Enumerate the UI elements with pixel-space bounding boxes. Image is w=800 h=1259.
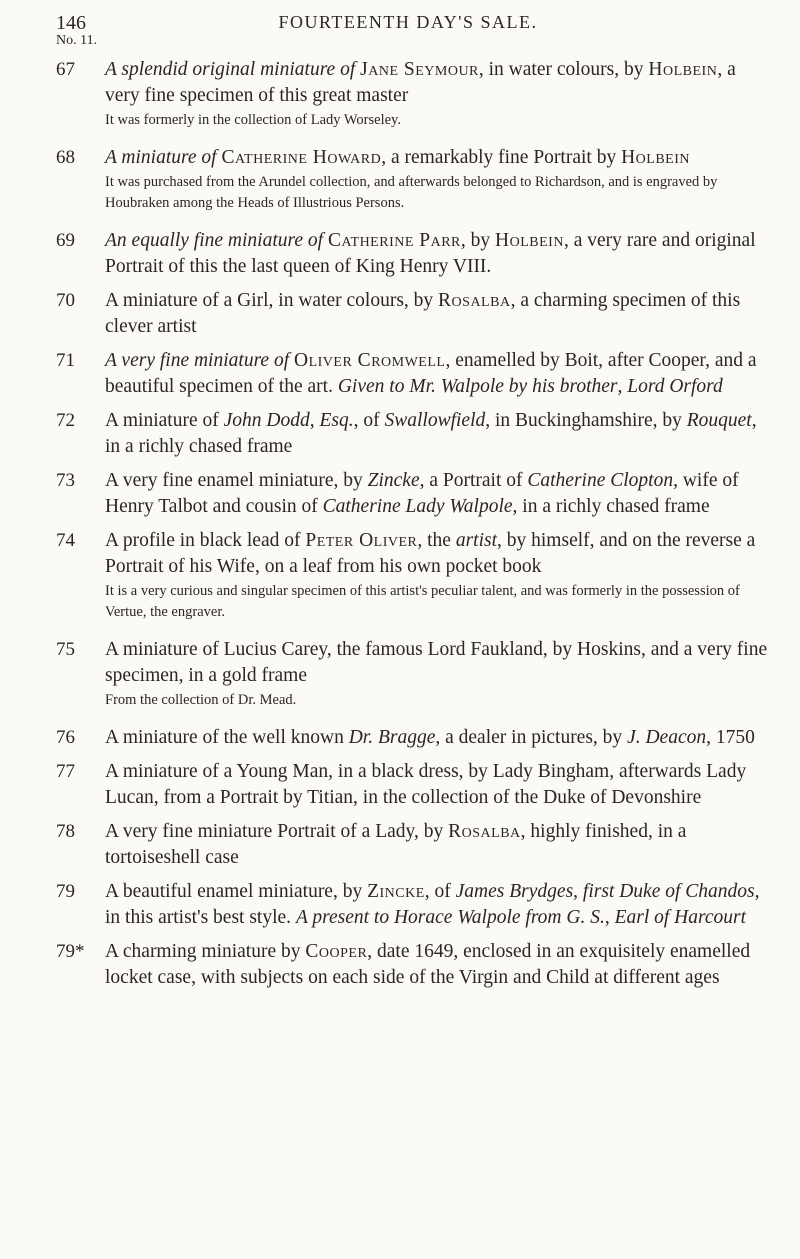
- italic-text: Dr. Bragge: [348, 727, 436, 748]
- text-run: , highly finished, in a tortoiseshell case: [105, 821, 687, 868]
- text-run: A miniature of a Young Man, in a black dress, by Lady Bingham, afterwards Lady Lucan, from a Portrait by Titian, in the collection of the Duke of Devonshire: [105, 761, 747, 808]
- text-run: , date 1649, enclosed in an exquisitely enamelled locket case, with subjects on each side of the Virgin and Child at different ages: [105, 941, 751, 988]
- italic-text: A very fine miniature of: [105, 350, 295, 371]
- small-caps-name: Peter Oliver: [305, 530, 418, 551]
- lot-number: 77: [56, 761, 75, 782]
- italic-text: A miniature of: [105, 147, 222, 168]
- italic-text: A present to Horace Walpole from G. S.: [295, 907, 605, 928]
- lot-description: [105, 288, 772, 340]
- lot-entry: [56, 57, 772, 131]
- lot-number: 76: [56, 727, 75, 748]
- text-run: A charming miniature by: [105, 941, 306, 962]
- lot-description: [105, 228, 772, 280]
- text-run: A beautiful enamel miniature, by: [105, 881, 368, 902]
- lot-description: [105, 408, 772, 460]
- lot-note: It was formerly in the collection of Lady Worseley.: [105, 112, 401, 128]
- text-run: ,: [604, 907, 615, 928]
- text-run: , a very rare and original Portrait of this the last queen of King Henry VIII.: [105, 230, 756, 277]
- lot-number: 75: [56, 639, 75, 660]
- lot-number: 69: [56, 230, 75, 251]
- lot-number: 79: [56, 881, 75, 902]
- italic-text: J. Deacon: [627, 727, 707, 748]
- italic-text: Catherine Lady Walpole: [322, 496, 513, 517]
- lot-description: [105, 725, 772, 751]
- text-run: , the: [417, 530, 456, 551]
- text-run: , by: [460, 230, 496, 251]
- italic-text: artist: [455, 530, 498, 551]
- lot-entry: [56, 879, 772, 931]
- lot-description: [105, 348, 772, 400]
- small-caps-name: Rosalba: [438, 290, 511, 311]
- text-run: , by himself, and on the reverse a Portrait of his Wife, on a leaf from his own pocket book: [105, 530, 756, 577]
- lot-number: 68: [56, 147, 75, 168]
- italic-text: Zincke: [367, 470, 420, 491]
- italic-text: Swallowfield: [384, 410, 486, 431]
- text-run: A miniature of Lucius Carey, the famous Lord Faukland, by Hoskins, and a very fine specimen, in a gold frame: [105, 639, 768, 686]
- text-run: A very fine enamel miniature, by: [105, 470, 368, 491]
- text-run: ,: [573, 881, 583, 902]
- lot-description: [105, 939, 772, 991]
- lot-entry: [56, 468, 772, 520]
- lot-number: 72: [56, 410, 75, 431]
- lot-number: 71: [56, 350, 75, 371]
- lot-entry: [56, 145, 772, 214]
- text-run: , of: [353, 410, 385, 431]
- lot-entry: [56, 228, 772, 280]
- lot-number: 78: [56, 821, 75, 842]
- text-run: A profile in black lead of: [105, 530, 306, 551]
- text-run: A miniature of the well known: [105, 727, 349, 748]
- italic-text: Earl of Harcourt: [614, 907, 747, 928]
- small-caps-name: Zincke: [367, 881, 425, 902]
- text-run: , in a richly chased frame: [105, 410, 757, 457]
- text-run: ,: [309, 410, 320, 431]
- lot-entry: [56, 288, 772, 340]
- text-run: , enamelled by Boit, after Cooper, and a beautiful specimen of the art.: [105, 350, 757, 397]
- page-number: 146: [56, 12, 86, 34]
- lot-description: [105, 819, 772, 871]
- small-caps-name: Cooper: [305, 941, 368, 962]
- text-run: , a dealer in pictures, by: [435, 727, 628, 748]
- text-run: A very fine miniature Portrait of a Lady, by: [105, 821, 449, 842]
- text-run: A miniature of a Girl, in water colours, by: [105, 290, 439, 311]
- text-run: , a Portrait of: [419, 470, 528, 491]
- lot-description: [105, 528, 772, 580]
- lot-number: 70: [56, 290, 75, 311]
- lot-description: [105, 57, 772, 109]
- small-caps-name: Holbein: [495, 230, 564, 251]
- italic-text: A splendid original miniature of: [105, 59, 361, 80]
- lot-note: It is a very curious and singular specimen of this artist's peculiar talent, and was formerly in the possession of Vertue, the engraver.: [105, 583, 740, 620]
- running-head: FOURTEENTH DAY'S SALE.: [278, 12, 538, 32]
- small-caps-name: Holbein: [621, 147, 690, 168]
- italic-text: John Dodd: [223, 410, 310, 431]
- lot-entry: [56, 759, 772, 811]
- lot-list: [56, 57, 772, 999]
- lot-entry: [56, 528, 772, 623]
- lot-entry: [56, 819, 772, 871]
- page-header: [56, 6, 760, 36]
- small-caps-name: Holbein: [648, 59, 718, 80]
- text-run: , a charming specimen of this clever artist: [105, 290, 741, 337]
- small-caps-name: Catherine Parr: [327, 230, 461, 251]
- text-run: ,: [617, 376, 628, 397]
- lot-entry: [56, 348, 772, 400]
- lot-number: 79*: [56, 941, 85, 962]
- lot-description: [105, 468, 772, 520]
- small-caps-name: Rosalba: [448, 821, 521, 842]
- lot-entry: [56, 637, 772, 711]
- text-run: , a very fine specimen of this great master: [105, 59, 736, 106]
- text-run: , a remarkably fine Portrait by: [381, 147, 622, 168]
- lot-description: [105, 145, 772, 171]
- lot-number: 67: [56, 59, 75, 80]
- small-caps-name: Catherine Howard: [221, 147, 382, 168]
- text-run: , 1750: [706, 727, 755, 748]
- small-caps-name: Oliver Cromwell: [294, 350, 446, 371]
- italic-text: Esq.: [319, 410, 354, 431]
- lot-entry: [56, 408, 772, 460]
- text-run: , in Buckinghamshire, by: [485, 410, 687, 431]
- italic-text: Rouquet: [686, 410, 752, 431]
- text-run: A miniature of: [105, 410, 224, 431]
- lot-description: [105, 637, 772, 689]
- text-run: , of: [424, 881, 456, 902]
- lot-entry: [56, 939, 772, 991]
- lot-description: [105, 879, 772, 931]
- italic-text: first Duke of Chandos: [582, 881, 755, 902]
- text-run: , wife of Henry Talbot and cousin of: [105, 470, 739, 517]
- lot-note: From the collection of Dr. Mead.: [105, 692, 297, 708]
- lot-number: 74: [56, 530, 75, 551]
- lot-description: [105, 759, 772, 811]
- lot-note: It was purchased from the Arundel collection, and afterwards belonged to Richardson, and is engraved by Houbraken among the Heads of Illustrious Persons.: [105, 174, 718, 211]
- small-caps-name: Jane Seymour: [360, 59, 479, 80]
- section-label: No. 11.: [56, 33, 98, 48]
- italic-text: Lord Orford: [627, 376, 723, 397]
- text-run: , in a richly chased frame: [512, 496, 710, 517]
- italic-text: Catherine Clopton: [527, 470, 674, 491]
- lot-number: 73: [56, 470, 75, 491]
- italic-text: An equally fine miniature of: [105, 230, 328, 251]
- italic-text: Given to Mr. Walpole by his brother: [337, 376, 618, 397]
- text-run: , in this artist's best style.: [105, 881, 760, 928]
- italic-text: James Brydges: [455, 881, 574, 902]
- text-run: , in water colours, by: [478, 59, 649, 80]
- lot-entry: [56, 725, 772, 751]
